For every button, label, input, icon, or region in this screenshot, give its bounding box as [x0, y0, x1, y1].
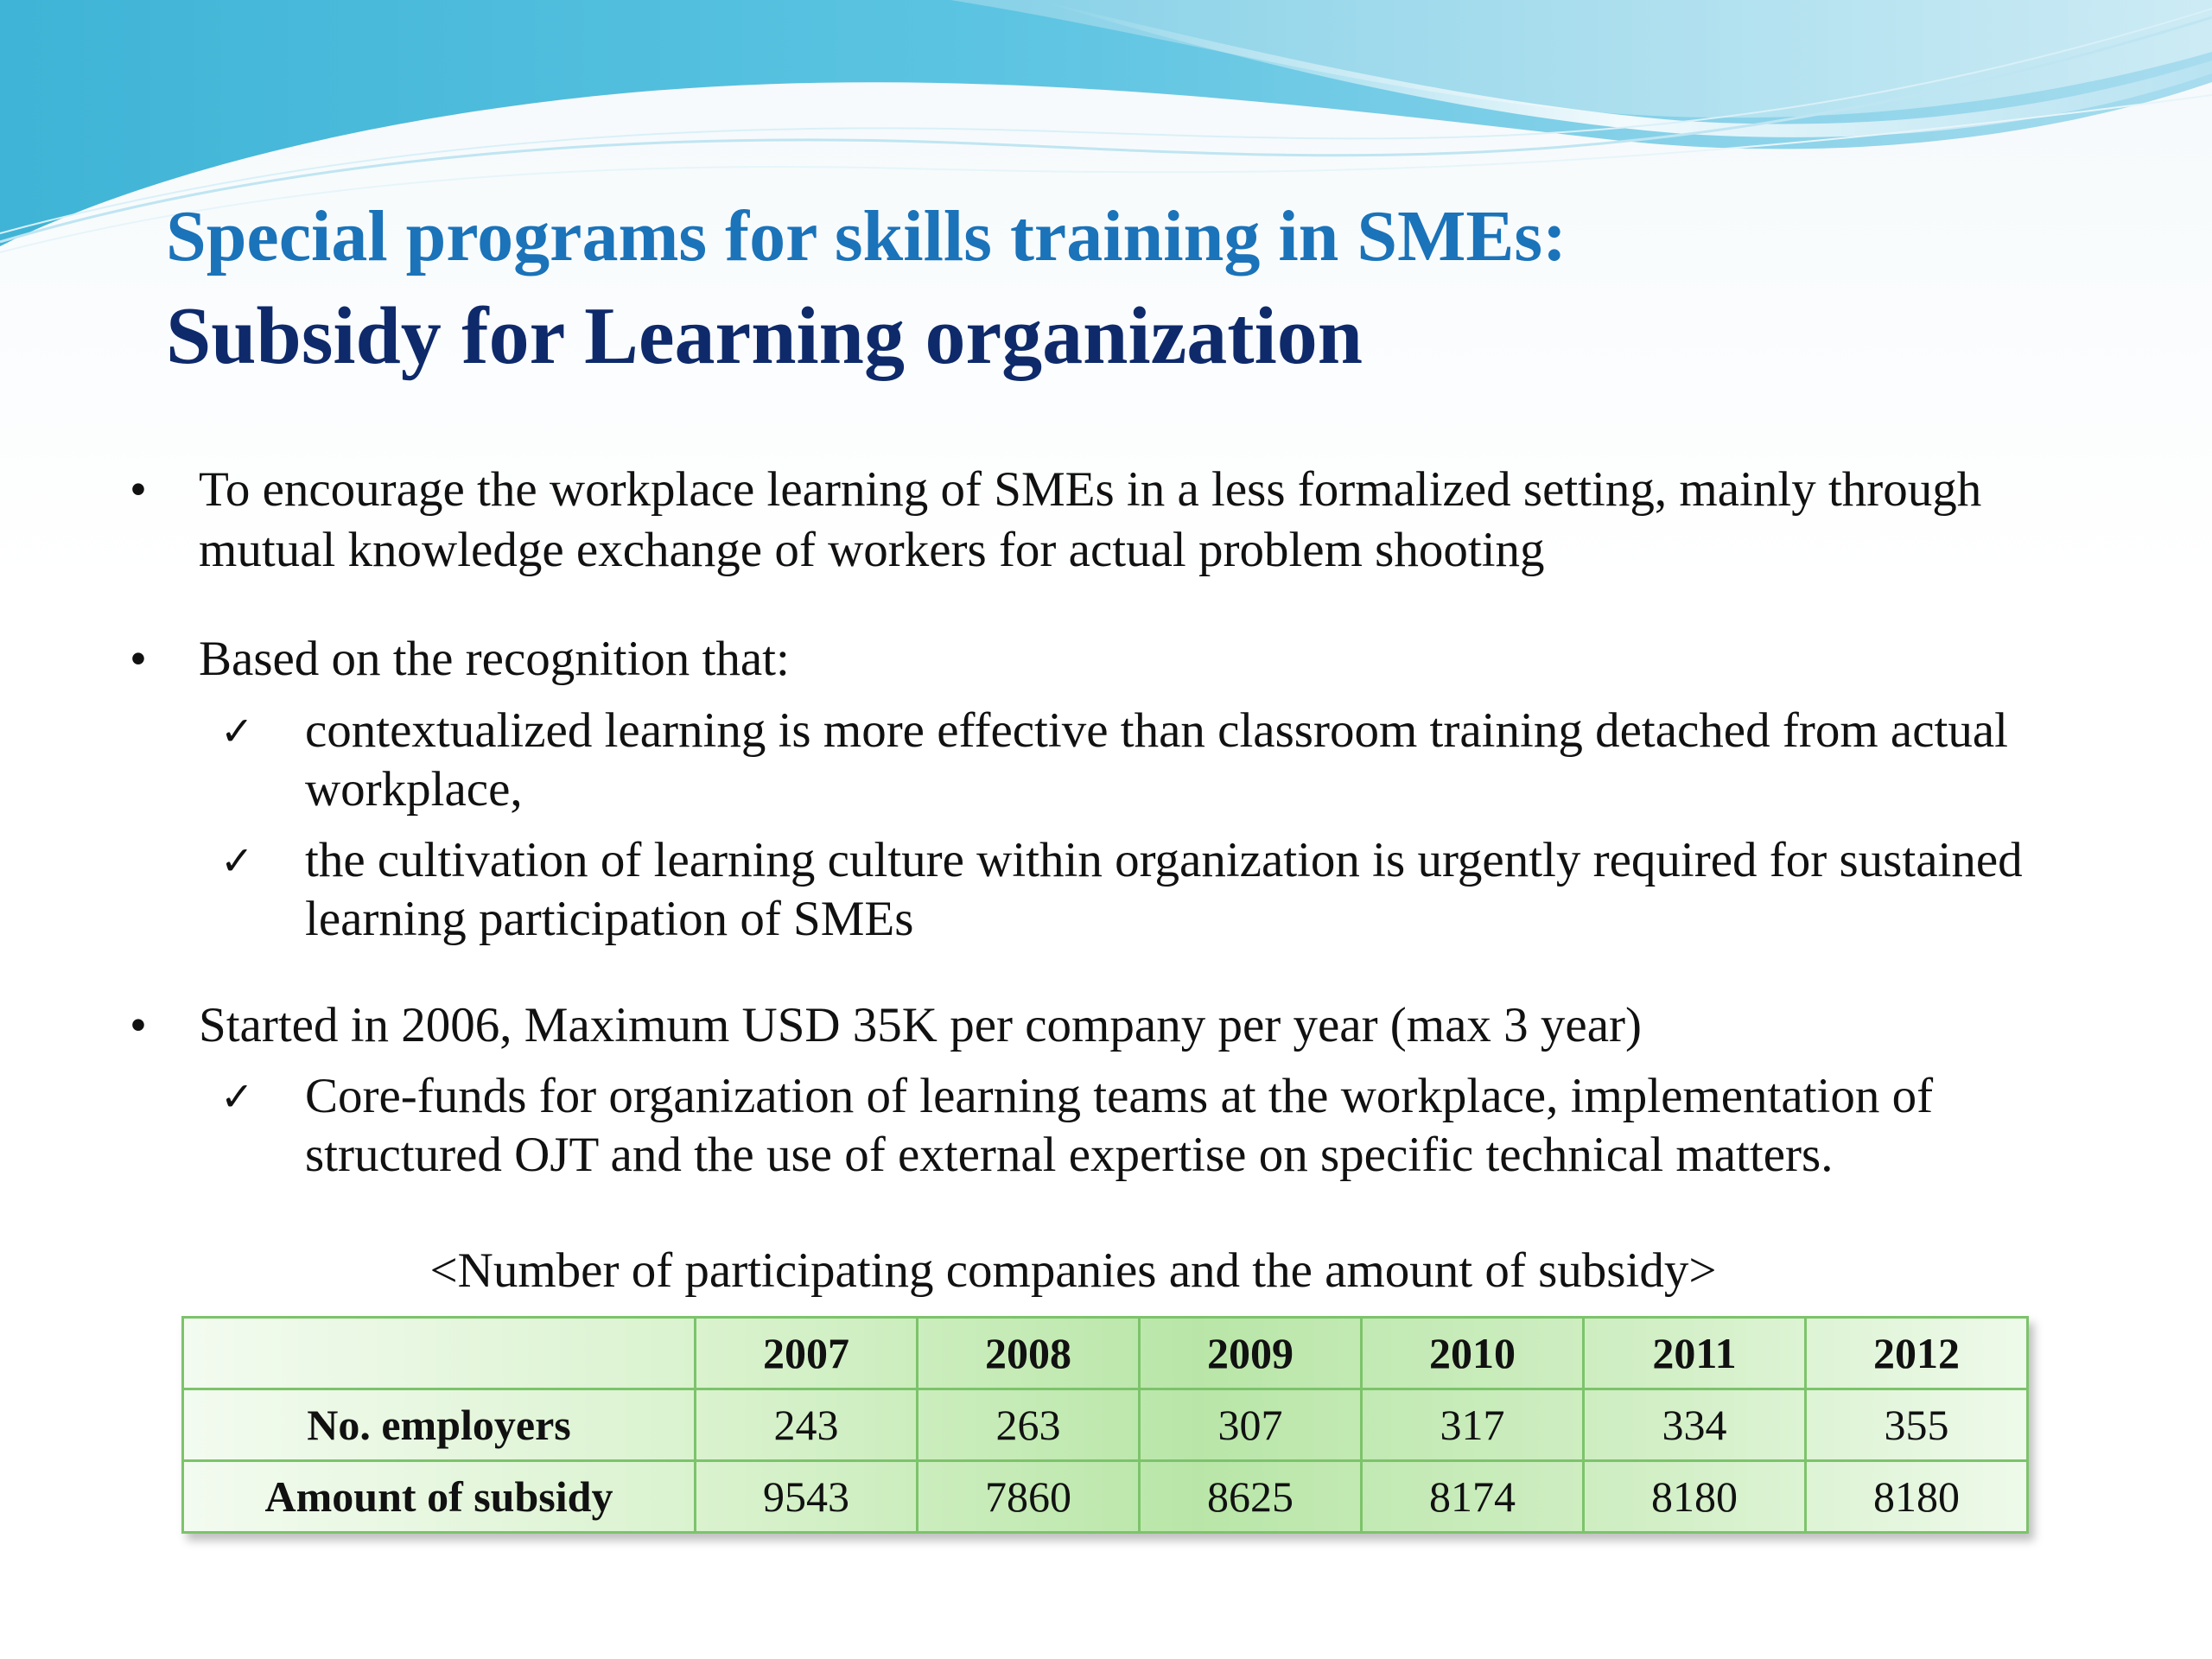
table-row: [183, 1461, 2028, 1533]
table-cell: 317: [1362, 1389, 1584, 1461]
table-cell: 8174: [1362, 1461, 1584, 1533]
table-caption: [0, 1243, 2212, 1299]
checkmark-icon: ✓: [220, 708, 254, 754]
table-cell: 8180: [1584, 1461, 1806, 1533]
year-header: 2008: [918, 1318, 1140, 1389]
bullet-text: Based on the recognition that:: [199, 632, 790, 686]
table-cell: 7860: [918, 1461, 1140, 1533]
year-header: 2007: [696, 1318, 918, 1389]
bullet-item: [130, 460, 2074, 581]
bullet-dot-icon: •: [130, 632, 147, 686]
table-cell: 8625: [1140, 1461, 1362, 1533]
table-cell: 355: [1806, 1389, 2028, 1461]
slide-title: Special programs for skills training in SMEs:: [166, 196, 1567, 276]
table-header-row: [183, 1318, 2028, 1389]
year-header: 2010: [1362, 1318, 1584, 1389]
sub-item-text: contextualized learning is more effective than classroom training detached from actual workplace,: [305, 703, 2008, 817]
checkmark-icon: ✓: [220, 837, 254, 884]
sub-item-text: the cultivation of learning culture within organization is urgently required for sustained learning participation of SMEs: [305, 833, 2023, 946]
subsidy-table: [181, 1316, 2029, 1534]
year-header: 2011: [1584, 1318, 1806, 1389]
row-label: No. employers: [183, 1389, 696, 1461]
bullet-dot-icon: •: [130, 998, 147, 1052]
table-cell: 8180: [1806, 1461, 2028, 1533]
table-cell: 334: [1584, 1389, 1806, 1461]
sub-item-text: Core-funds for organization of learning teams at the workplace, implementation of structured OJT and the use of external expertise on specific technical matters.: [305, 1069, 1934, 1182]
table-row: [183, 1389, 2028, 1461]
table-cell: 263: [918, 1389, 1140, 1461]
table-cell: 307: [1140, 1389, 1362, 1461]
bullet-item: [130, 995, 2074, 1056]
slide-subtitle: Subsidy for Learning organization: [166, 291, 1363, 381]
table-cell: 243: [696, 1389, 918, 1461]
table-caption-text: <Number of participating companies and the amount of subsidy>: [429, 1243, 1717, 1298]
year-header: 2009: [1140, 1318, 1362, 1389]
bullet-text: To encourage the workplace learning of SMEs in a less formalized setting, mainly through mutual knowledge exchange of workers for actual problem shooting: [199, 462, 1982, 577]
sub-item: [220, 702, 2069, 819]
table-cell: 9543: [696, 1461, 918, 1533]
bullet-item: [130, 629, 2074, 690]
table-corner-cell: [183, 1318, 696, 1389]
bullet-dot-icon: •: [130, 462, 147, 517]
bullet-text: Started in 2006, Maximum USD 35K per company per year (max 3 year): [199, 998, 1642, 1052]
sub-item: [220, 831, 2069, 949]
year-header: 2012: [1806, 1318, 2028, 1389]
row-label: Amount of subsidy: [183, 1461, 696, 1533]
sub-item: [220, 1067, 2069, 1185]
checkmark-icon: ✓: [220, 1073, 254, 1120]
